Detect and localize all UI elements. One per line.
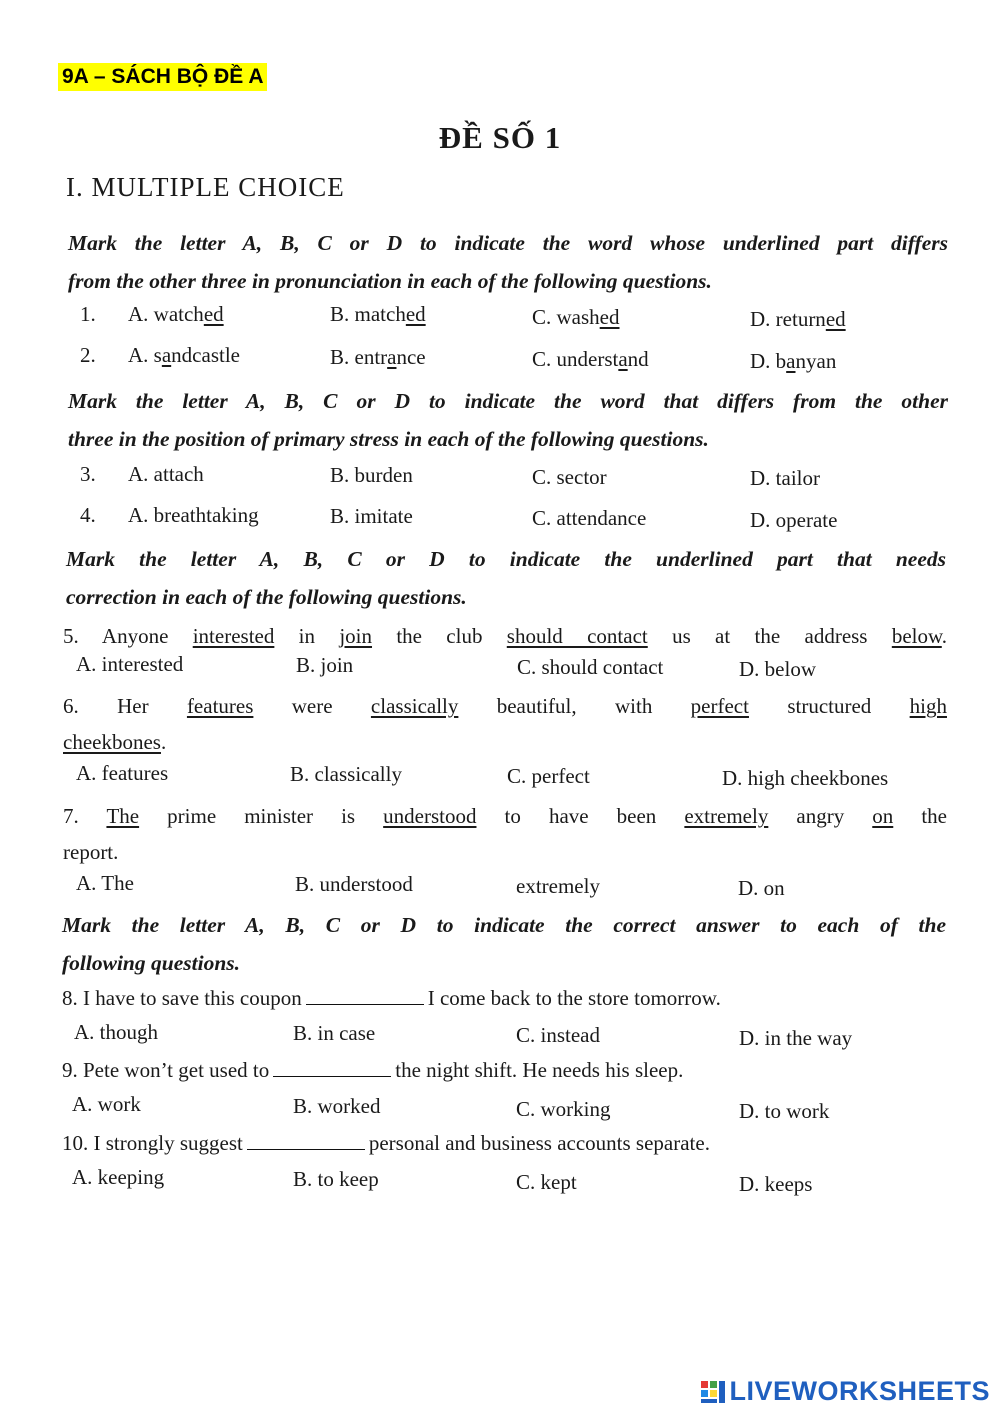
option-b: B. imitate — [330, 504, 413, 528]
option-d: D. keeps — [739, 1172, 813, 1196]
instruction-pronunciation — [68, 224, 948, 300]
option-b: B. join — [296, 653, 354, 677]
section-title: I. MULTIPLE CHOICE — [66, 172, 345, 202]
question-9-stem: 9. Pete won’t get used to the night shift. He needs his sleep. — [62, 1058, 684, 1082]
option-c: C. washed — [532, 305, 620, 329]
option-d: D. in the way — [739, 1026, 853, 1050]
option-a: A. The — [76, 871, 134, 895]
option-c: C. working — [516, 1097, 611, 1121]
option-c: C. sector — [532, 465, 607, 489]
instruction-stress — [68, 382, 948, 458]
instruction-line: Mark the letter A, B, C or D to indicate the word whose underlined part differs — [68, 231, 948, 255]
instruction-line: Mark the letter A, B, C or D to indicate the underlined part that needs — [66, 547, 946, 571]
option-a: A. keeping — [72, 1165, 165, 1189]
instruction-line: three in the position of primary stress in each of the following questions. — [68, 427, 709, 451]
option-b: B. in case — [293, 1021, 376, 1045]
question-7-stem: 7. The prime minister is understood to have been extremely angry on the report. — [63, 804, 947, 864]
exam-title: ĐỀ SỐ 1 — [438, 120, 562, 155]
option-c: C. kept — [516, 1170, 577, 1194]
option-c: C. understand — [532, 347, 649, 371]
option-c: C. instead — [516, 1023, 600, 1047]
instruction-line: Mark the letter A, B, C or D to indicate the word that differs from the other — [68, 389, 948, 413]
instruction-line: from the other three in pronunciation in each of the following questions. — [68, 269, 712, 293]
instruction-answer — [62, 906, 946, 982]
option-b: B. entrance — [330, 345, 426, 369]
option-c: C. attendance — [532, 506, 647, 530]
option-b: B. worked — [293, 1094, 381, 1118]
option-d: D. high cheekbones — [722, 766, 889, 790]
instruction-line: Mark the letter A, B, C or D to indicate the correct answer to each of the — [62, 913, 946, 937]
option-c: C. perfect — [507, 764, 590, 788]
option-d: D. to work — [739, 1099, 830, 1123]
option-b: B. to keep — [293, 1167, 379, 1191]
liveworksheets-watermark — [700, 1376, 990, 1407]
option-b: B. understood — [295, 872, 413, 896]
option-a: A. attach — [128, 462, 204, 486]
question-8-stem: 8. I have to save this coupon I come back to the store tomorrow. — [62, 986, 721, 1010]
option-a: A. breathtaking — [128, 503, 259, 527]
option-c: extremely — [516, 874, 600, 898]
instruction-correction — [66, 540, 946, 616]
option-d: D. banyan — [750, 349, 837, 373]
option-d: D. below — [739, 657, 816, 681]
question-10-stem: 10. I strongly suggest personal and business accounts separate. — [62, 1131, 710, 1155]
option-a: A. watched — [128, 302, 224, 326]
instruction-line: correction in each of the following questions. — [66, 585, 467, 609]
option-a: A. interested — [76, 652, 184, 676]
option-d: D. operate — [750, 508, 838, 532]
question-number: 4. — [80, 503, 96, 527]
question-number: 2. — [80, 343, 96, 367]
option-b: B. matched — [330, 302, 426, 326]
option-b: B. classically — [290, 762, 402, 786]
option-d: D. on — [738, 876, 785, 900]
answer-blank[interactable] — [247, 1148, 365, 1150]
liveworksheets-logo-icon — [700, 1379, 726, 1405]
question-6-stem: 6. Her features were classically beautiful, with perfect structured high cheekbones. — [63, 694, 947, 754]
option-a: A. features — [76, 761, 169, 785]
header-tag: 9A – SÁCH BỘ ĐỀ A — [58, 63, 267, 91]
option-a: A. sandcastle — [128, 343, 240, 367]
option-a: A. though — [74, 1020, 158, 1044]
question-5-stem: 5. Anyone interested in join the club should contact us at the address below. — [63, 624, 948, 648]
option-d: D. returned — [750, 307, 846, 331]
answer-blank[interactable] — [306, 1003, 424, 1005]
option-c: C. should contact — [517, 655, 664, 679]
answer-blank[interactable] — [273, 1075, 391, 1077]
question-number: 1. — [80, 302, 96, 326]
option-a: A. work — [72, 1092, 141, 1116]
instruction-line: following questions. — [62, 951, 241, 975]
option-d: D. tailor — [750, 466, 820, 490]
watermark-text: LIVEWORKSHEETS — [729, 1376, 990, 1406]
option-b: B. burden — [330, 463, 413, 487]
question-number: 3. — [80, 462, 96, 486]
